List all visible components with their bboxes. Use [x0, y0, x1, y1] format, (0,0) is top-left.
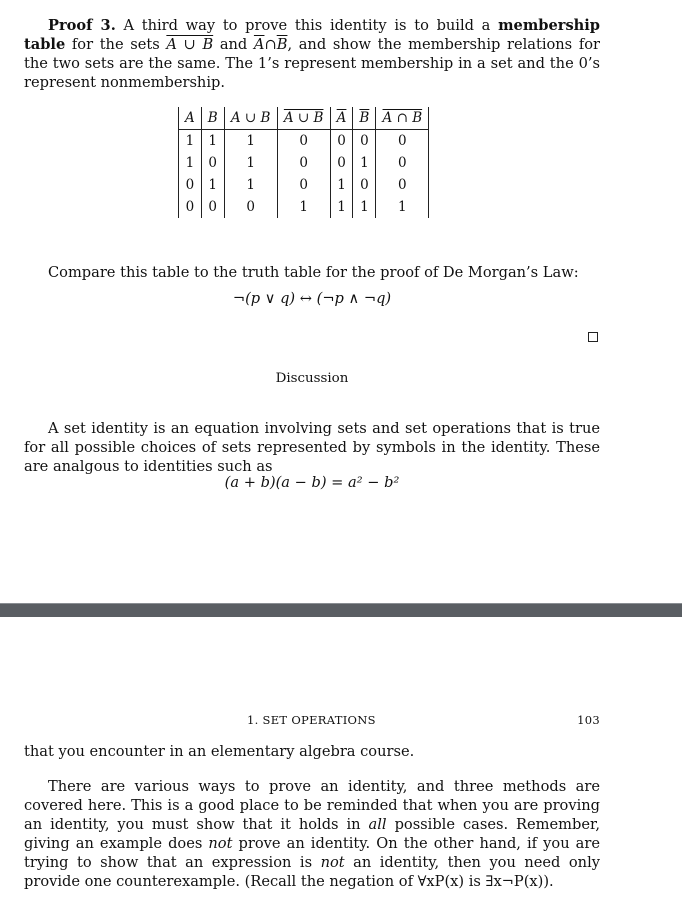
section-heading: Discussion — [275, 371, 349, 386]
set-b-complement: $\overline{B}$ — [276, 36, 288, 53]
table-cell: 1 — [179, 130, 202, 153]
discussion-paragraph: A set identity is an equation involving sets and set operations that is true for all possible choices of sets represented by symbols in the identity. These are analgous to identities such as — [24, 420, 600, 475]
demorgan-formula: ¬(p ∨ q) ↔ (¬p ∧ ¬q) — [232, 290, 392, 307]
continuation-text: that you encounter in an elementary algebra course. — [24, 743, 415, 760]
table-cell: 1 — [201, 130, 224, 153]
table-cell: 0 — [201, 196, 224, 218]
table-cell: 1 — [376, 196, 429, 218]
table-cell: 0 — [179, 174, 202, 196]
header-a: A — [179, 107, 202, 130]
table-cell: 0 — [376, 130, 429, 153]
table-row — [179, 196, 429, 218]
bold-term: membership table — [24, 17, 601, 53]
table-cell: 1 — [330, 174, 353, 196]
table-cell: 0 — [353, 174, 376, 196]
table-cell: 0 — [179, 196, 202, 218]
proof-text: and — [213, 36, 254, 53]
page-separator — [0, 603, 682, 617]
table-cell: 0 — [277, 130, 330, 153]
header-a-complement: $\overline{A}$ — [330, 107, 353, 130]
proof-paragraph — [24, 16, 600, 92]
compare-text: Compare this table to the truth table for the proof of De Morgan’s Law: — [48, 264, 579, 281]
table-cell: 1 — [330, 196, 353, 218]
algebra-identity: (a + b)(a − b) = a² − b² — [224, 474, 400, 491]
header-b: B — [201, 107, 224, 130]
table-cell: 1 — [353, 152, 376, 174]
table-cell: 1 — [353, 196, 376, 218]
table-cell: 0 — [376, 174, 429, 196]
page-number: 103 — [577, 713, 600, 727]
table-cell: 1 — [224, 130, 277, 153]
table-cell: 1 — [224, 152, 277, 174]
set-union-complement: A ∪ B — [166, 36, 214, 53]
paragraph-text: There are various ways to prove an identity, and three methods are covered here. This is a good place to be reminded that when you are proving an identity, you must show that it holds in — [24, 778, 600, 833]
header-a-union-b: A ∪ B — [224, 107, 277, 130]
table-cell: 1 — [179, 152, 202, 174]
table-cell: 1 — [224, 174, 277, 196]
methods-paragraph — [24, 777, 600, 891]
paragraph-text: possible cases. Remember, giving an example does — [24, 816, 600, 852]
emphasis-not: not — [208, 835, 233, 852]
table-cell: 0 — [201, 152, 224, 174]
table-cell: 0 — [277, 174, 330, 196]
header-b-complement: $\overline{B}$ — [353, 107, 376, 130]
emphasis-all: all — [368, 816, 387, 833]
intersection-symbol: ∩ — [264, 36, 277, 53]
table-header-row — [179, 107, 429, 130]
table-cell: 0 — [224, 196, 277, 218]
membership-table — [178, 107, 429, 218]
table-cell: 0 — [330, 152, 353, 174]
proof-label: Proof 3. — [48, 17, 116, 34]
table-cell: 0 — [353, 130, 376, 153]
paragraph-text: an identity, then you need only provide one counterexample. (Recall the negation of ∀xP(x) is ∃x¬P(x)). — [24, 854, 600, 890]
qed-box-icon — [588, 332, 598, 342]
table-cell: 0 — [277, 152, 330, 174]
table-cell: 1 — [201, 174, 224, 196]
table-cell: 0 — [376, 152, 429, 174]
paragraph-text: prove an identity. On the other hand, if you are trying to show that an expression is — [24, 835, 600, 871]
table-row — [179, 130, 429, 153]
table-row — [179, 152, 429, 174]
running-title: 1. SET OPERATIONS — [247, 713, 376, 727]
emphasis-not: not — [320, 854, 345, 871]
table-cell: 1 — [277, 196, 330, 218]
proof-text: , and show the membership relations for the two sets are the same. The 1’s represent membership in a set and the 0’s represent nonmembership. — [24, 36, 600, 91]
header-a-union-b-complement: A ∪ B — [277, 107, 330, 130]
header-intersection-complements: A ∩ B — [376, 107, 429, 130]
proof-text: A third way to prove this identity is to build a — [115, 17, 499, 34]
table-cell: 0 — [330, 130, 353, 153]
table-row — [179, 174, 429, 196]
proof-text: for the sets — [65, 36, 167, 53]
set-a-complement: $\overline{A}$ — [253, 36, 265, 53]
